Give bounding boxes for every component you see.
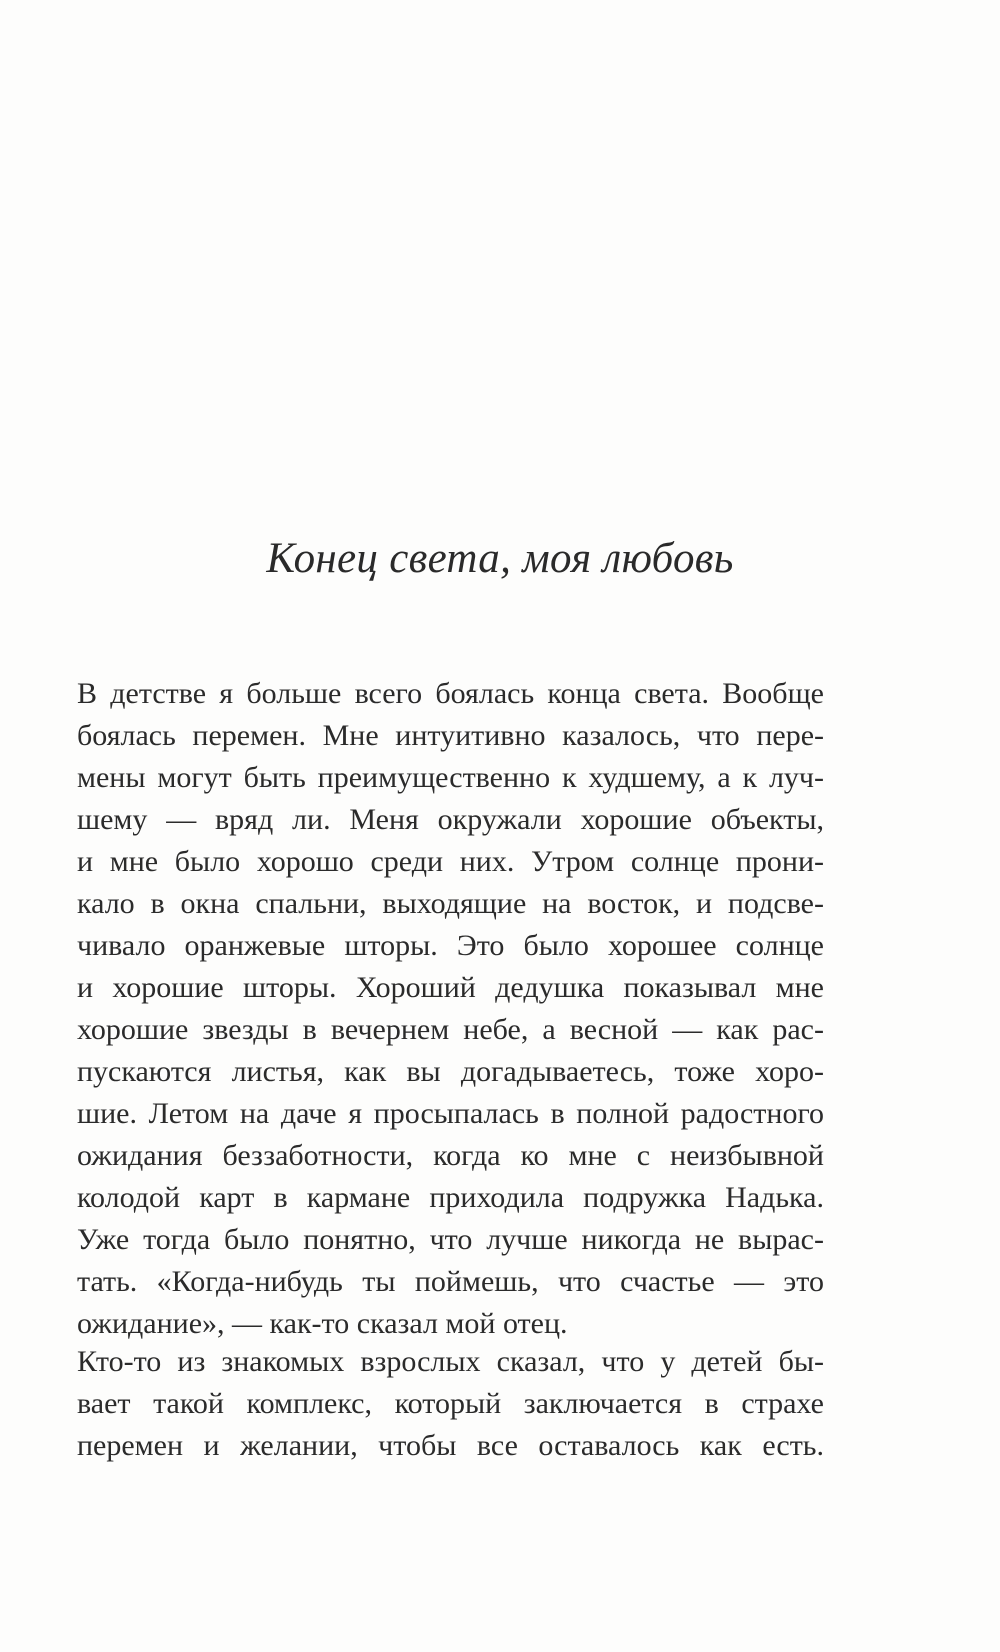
text-line: колодой карт в кармане приходила подружка Надька.: [77, 1181, 824, 1214]
text-line: вает такой комплекс, который заключается в страхе: [77, 1387, 824, 1420]
text-line: чивало оранжевые шторы. Это было хорошее солнце: [77, 929, 824, 962]
text-line: хорошие звезды в вечернем небе, а весной — как рас-: [77, 1013, 824, 1046]
text-line: В детстве я больше всего боялась конца света. Вообще: [77, 677, 824, 710]
text-line: ожидание», — как-то сказал мой отец.: [77, 1307, 568, 1340]
text-line: шие. Летом на даче я просыпалась в полной радостного: [77, 1097, 824, 1130]
chapter-title: Конец света, моя любовь: [266, 535, 734, 582]
text-line: пускаются листья, как вы догадываетесь, тоже хоро-: [77, 1055, 824, 1088]
text-line: мены могут быть преимущественно к худшему, а к луч-: [77, 761, 824, 794]
text-line: Кто-то из знакомых взрослых сказал, что у детей бы-: [77, 1345, 824, 1378]
text-line: перемен и желании, чтобы все оставалось как есть.: [77, 1429, 824, 1462]
text-line: боялась перемен. Мне интуитивно казалось, что пере-: [77, 719, 824, 752]
text-line: ожидания беззаботности, когда ко мне с неизбывной: [77, 1139, 824, 1172]
text-line: Уже тогда было понятно, что лучше никогда не вырас-: [77, 1223, 824, 1256]
text-line: и мне было хорошо среди них. Утром солнце прони-: [77, 845, 824, 878]
text-line: тать. «Когда-нибудь ты поймешь, что счастье — это: [77, 1265, 824, 1298]
text-line: и хорошие шторы. Хороший дедушка показывал мне: [77, 971, 824, 1004]
text-line: кало в окна спальни, выходящие на восток, и подсве-: [77, 887, 824, 920]
text-line: шему — вряд ли. Меня окружали хорошие объекты,: [77, 803, 824, 836]
